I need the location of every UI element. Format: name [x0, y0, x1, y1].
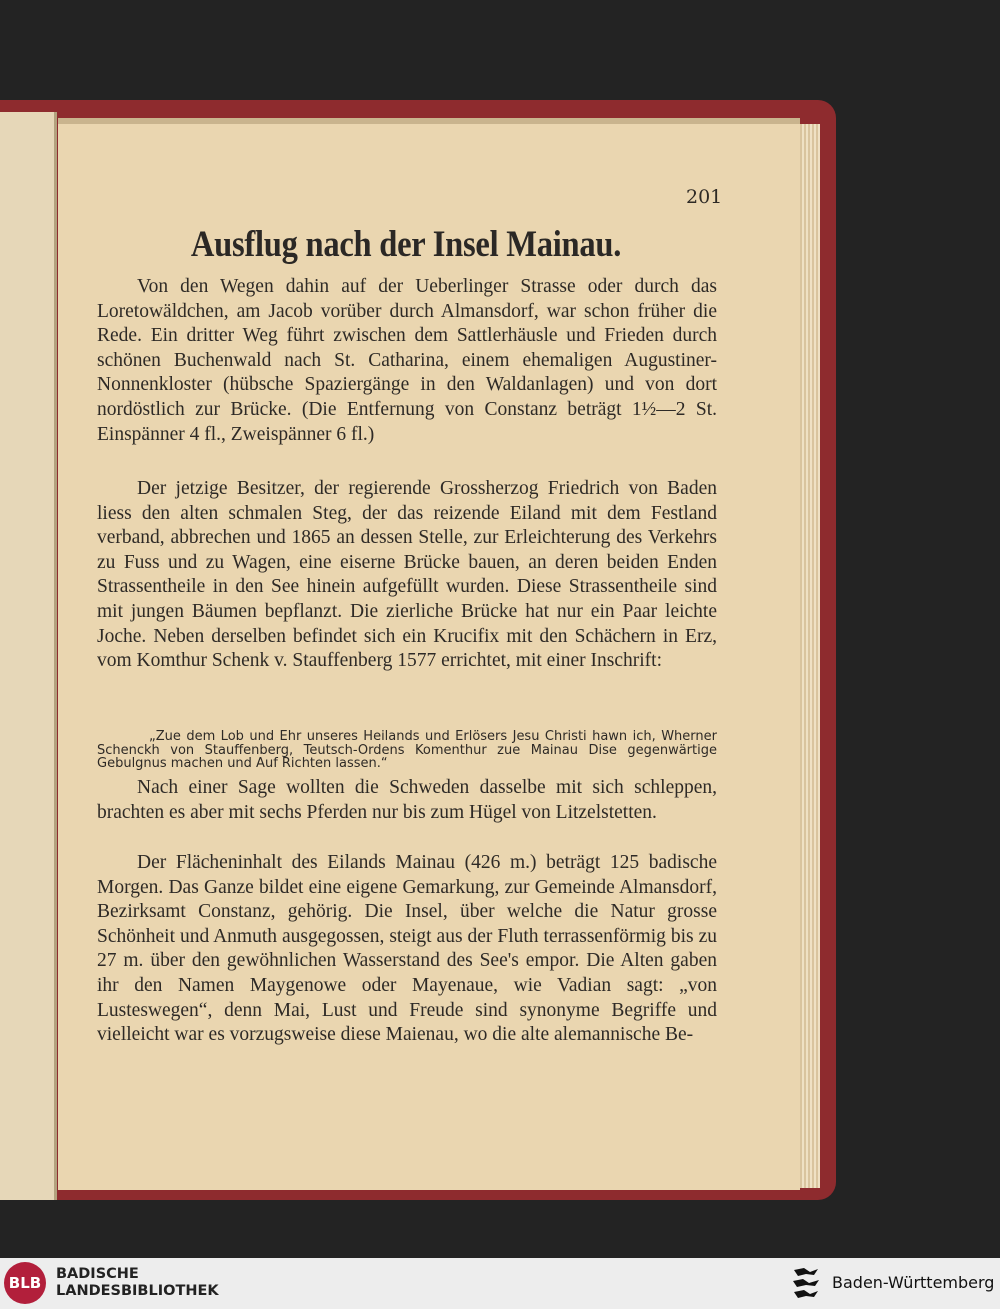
paragraph-4	[97, 851, 717, 1048]
left-page-edge	[0, 112, 57, 1200]
blb-logo[interactable]: BLB	[4, 1262, 46, 1304]
paragraph-3	[97, 776, 717, 825]
page-stack-edge	[800, 124, 820, 1188]
state-name[interactable]: Baden-Württemberg	[832, 1273, 995, 1292]
chapter-title: Ausflug nach der Insel Mainau.	[190, 224, 622, 265]
paragraph-2	[97, 477, 717, 674]
lions-crest-icon	[790, 1265, 824, 1301]
paragraph-text: Nach einer Sage wollten die Schweden dasselbe mit sich schleppen, brachten es aber mit sechs Pferden nur bis zum Hügel von Litzelstetten.	[97, 777, 717, 823]
footer-bar	[0, 1258, 1000, 1309]
library-name-line2: LANDESBIBLIOTHEK	[56, 1283, 219, 1299]
page-number: 201	[686, 186, 723, 208]
paragraph-text: Der jetzige Besitzer, der regierende Grossherzog Friedrich von Baden liess den alten schmalen Steg, der das reizende Eiland mit dem Festland verband, abbrechen und 1865 an dessen Stelle, zur Erleichterung des Verkehrs zu Fuss und zu Wagen, eine eiserne Brücke bauen, an deren beiden Enden Strassentheile in den See hinein aufgefüllt wurden. Diese Strassentheile sind mit jungen Bäumen bepflanzt. Die zierliche Brücke hat nur ein Paar leichte Joche. Neben derselben befindet sich ein Krucifix mit den Schächern in Erz, vom Komthur Schenk v. Stauffenberg 1577 errichtet, mit einer Inschrift:	[97, 478, 717, 672]
library-name-line1: BADISCHE	[56, 1266, 139, 1282]
page-top-edge	[58, 118, 800, 124]
quote-text: „Zue dem Lob und Ehr unseres Heilands und Erlösers Jesu Christi hawn ich, Wherner Schenckh von Stauffenberg, Teutsch-Ordens Komenthur zue Mainau Dise gegenwärtige Gebulgnus machen und Auf Richten lassen.“	[97, 729, 717, 771]
inscription-quote	[97, 730, 717, 771]
paragraph-1	[97, 275, 717, 447]
paragraph-text: Der Flächeninhalt des Eilands Mainau (426 m.) beträgt 125 badische Morgen. Das Ganze bildet eine eigene Gemarkung, zur Gemeinde Almansdorf, Bezirksamt Constanz, gehörig. Die Insel, über welche die Natur grosse Schönheit und Anmuth ausgegossen, steigt aus der Fluth terrassenförmig bis zu 27 m. über den gewöhnlichen Wasserstand des See's empor. Die Alten gaben ihr den Namen Maygenowe oder Mayenaue, wie Vadian sagt: „von Lusteswegen“, denn Mai, Lust und Freude sind synonyme Begriffe und vielleicht war es vorzugsweise diese Maienau, wo die alte alemannische Be-	[97, 852, 717, 1046]
library-name[interactable]	[56, 1266, 219, 1300]
paragraph-text: Von den Wegen dahin auf der Ueberlinger Strasse oder durch das Loretowäldchen, am Jacob vorüber durch Almansdorf, war schon früher die Rede. Ein dritter Weg führt zwischen dem Sattlerhäusle und Frieden durch schönen Buchenwald nach St. Catharina, einem ehemaligen Augustiner-Nonnenkloster (hübsche Spaziergänge in den Waldanlagen) und von dort nordöstlich zur Brücke. (Die Entfernung von Constanz beträgt 1½—2 St. Einspänner 4 fl., Zweispänner 6 fl.)	[97, 276, 717, 445]
